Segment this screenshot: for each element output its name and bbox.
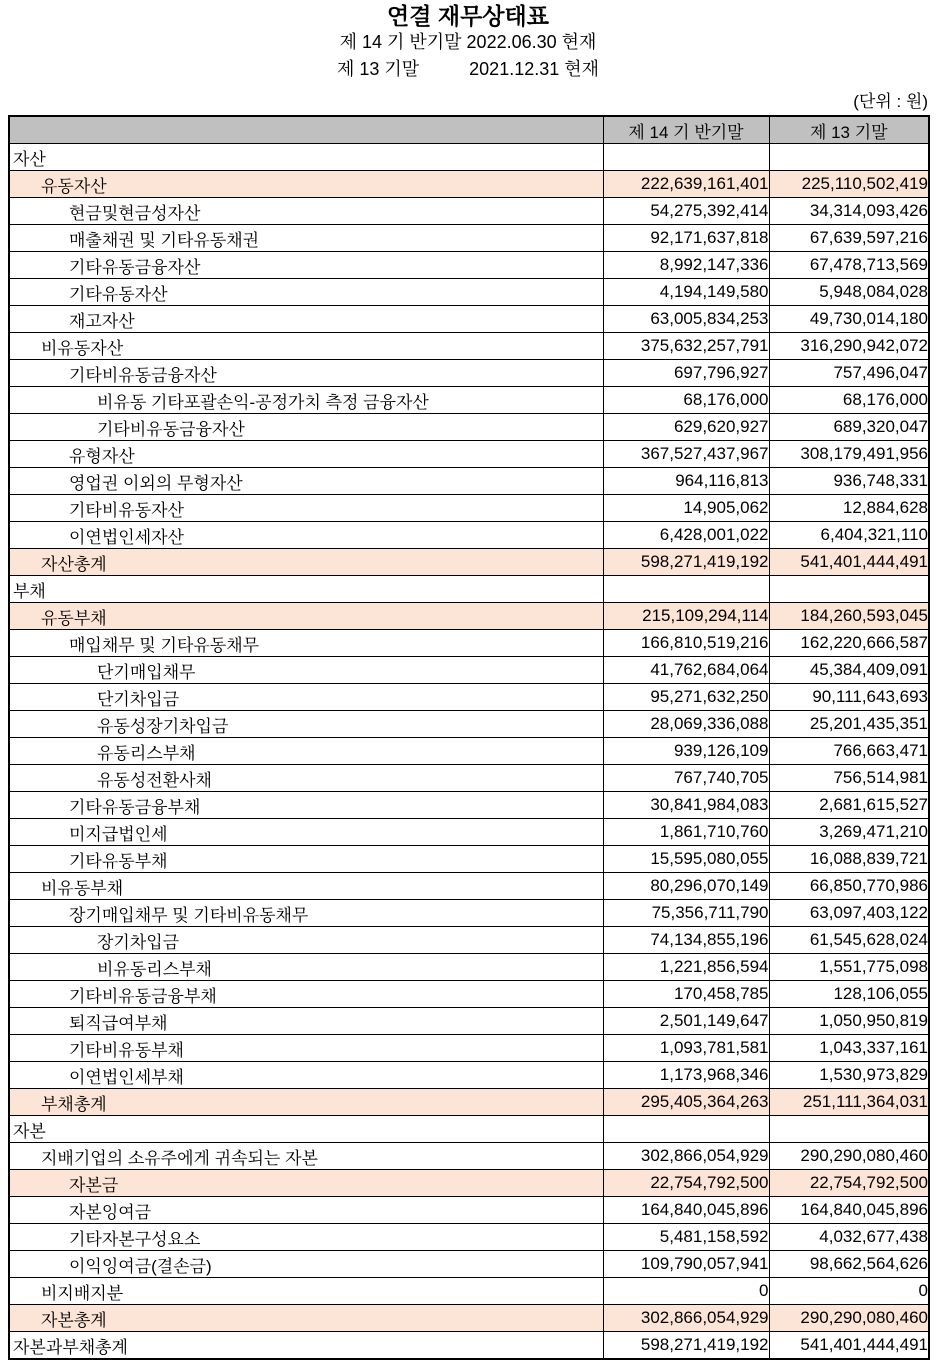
- account-label: 비유동 기타포괄손익-공정가치 측정 금융자산: [9, 387, 603, 414]
- current-period-value: 964,116,813: [603, 468, 769, 495]
- current-period-value: 14,905,062: [603, 495, 769, 522]
- account-label: 유동성전환사채: [9, 765, 603, 792]
- account-label: 비유동리스부채: [9, 954, 603, 981]
- current-period-value: 95,271,632,250: [603, 684, 769, 711]
- table-row: [9, 711, 929, 738]
- table-row: [9, 603, 929, 630]
- account-label: 기타비유동금융자산: [9, 414, 603, 441]
- page-title: 연결 재무상태표: [387, 3, 549, 29]
- current-period-value: 697,796,927: [603, 360, 769, 387]
- prior-period-value: 184,260,593,045: [769, 603, 929, 630]
- prior-period-value: [769, 576, 929, 603]
- prior-period-value: 61,545,628,024: [769, 927, 929, 954]
- prior-period-value: 308,179,491,956: [769, 441, 929, 468]
- prior-period-value: 936,748,331: [769, 468, 929, 495]
- prior-period-value: 67,639,597,216: [769, 225, 929, 252]
- prior-period-value: 68,176,000: [769, 387, 929, 414]
- account-label: 유동자산: [9, 171, 603, 198]
- current-period-value: 302,866,054,929: [603, 1143, 769, 1170]
- prior-period-value: 1,043,337,161: [769, 1035, 929, 1062]
- table-row: [9, 279, 929, 306]
- table-row: [9, 954, 929, 981]
- current-period-value: 109,790,057,941: [603, 1251, 769, 1278]
- current-period-value: 75,356,711,790: [603, 900, 769, 927]
- account-label: 기타비유동금융자산: [9, 360, 603, 387]
- current-period-value: 63,005,834,253: [603, 306, 769, 333]
- table-row: [9, 171, 929, 198]
- table-row: [9, 819, 929, 846]
- account-label: 단기차입금: [9, 684, 603, 711]
- table-row: [9, 1251, 929, 1278]
- prior-period-value: 16,088,839,721: [769, 846, 929, 873]
- current-period-value: 222,639,161,401: [603, 171, 769, 198]
- account-label: 재고자산: [9, 306, 603, 333]
- current-period-value: 598,271,419,192: [603, 549, 769, 576]
- table-row: [9, 846, 929, 873]
- current-period-value: [603, 144, 769, 171]
- current-period-value: 164,840,045,896: [603, 1197, 769, 1224]
- table-row: [9, 495, 929, 522]
- table-row: [9, 981, 929, 1008]
- account-label: 유동성장기차입금: [9, 711, 603, 738]
- prior-period-value: 22,754,792,500: [769, 1170, 929, 1197]
- table-row: [9, 657, 929, 684]
- prior-period-value: 541,401,444,491: [769, 1332, 929, 1360]
- account-label: 유형자산: [9, 441, 603, 468]
- current-period-value: 2,501,149,647: [603, 1008, 769, 1035]
- prior-period-value: 251,111,364,031: [769, 1089, 929, 1116]
- prior-period-value: 90,111,643,693: [769, 684, 929, 711]
- table-row: [9, 576, 929, 603]
- prior-period-value: 49,730,014,180: [769, 306, 929, 333]
- current-period-value: 939,126,109: [603, 738, 769, 765]
- prior-period-value: 225,110,502,419: [769, 171, 929, 198]
- prior-period-value: 162,220,666,587: [769, 630, 929, 657]
- table-row: [9, 144, 929, 171]
- account-label: 영업권 이외의 무형자산: [9, 468, 603, 495]
- table-row: [9, 522, 929, 549]
- current-period-value: 598,271,419,192: [603, 1332, 769, 1360]
- prior-period-value: 25,201,435,351: [769, 711, 929, 738]
- account-label: 기타비유동자산: [9, 495, 603, 522]
- prior-period-value: 63,097,403,122: [769, 900, 929, 927]
- table-row: [9, 1197, 929, 1224]
- account-label: 비유동자산: [9, 333, 603, 360]
- current-period-value: [603, 576, 769, 603]
- account-label: 자산: [9, 144, 603, 171]
- prior-period-value: 0: [769, 1278, 929, 1305]
- prior-period-value: 5,948,084,028: [769, 279, 929, 306]
- table-row: [9, 1170, 929, 1197]
- table-row: [9, 1035, 929, 1062]
- table-row: [9, 792, 929, 819]
- current-period-value: 295,405,364,263: [603, 1089, 769, 1116]
- current-period-value: 15,595,080,055: [603, 846, 769, 873]
- account-label: 기타자본구성요소: [9, 1224, 603, 1251]
- prior-period-value: 541,401,444,491: [769, 549, 929, 576]
- prior-period-value: 757,496,047: [769, 360, 929, 387]
- current-period-value: 170,458,785: [603, 981, 769, 1008]
- current-period-value: 22,754,792,500: [603, 1170, 769, 1197]
- account-label: 기타비유동금융부채: [9, 981, 603, 1008]
- table-row: [9, 306, 929, 333]
- table-row: [9, 1143, 929, 1170]
- account-label: 장기매입채무 및 기타비유동채무: [9, 900, 603, 927]
- table-row: [9, 684, 929, 711]
- prior-period-value: 6,404,321,110: [769, 522, 929, 549]
- account-label: 미지급법인세: [9, 819, 603, 846]
- account-label: 자본금: [9, 1170, 603, 1197]
- current-period-value: 767,740,705: [603, 765, 769, 792]
- account-label: 비지배지분: [9, 1278, 603, 1305]
- account-label: 자본총계: [9, 1305, 603, 1332]
- prior-period-value: 1,530,973,829: [769, 1062, 929, 1089]
- table-row: [9, 1305, 929, 1332]
- current-period-value: 68,176,000: [603, 387, 769, 414]
- current-period-value: 166,810,519,216: [603, 630, 769, 657]
- table-row: [9, 333, 929, 360]
- account-label: 기타유동금융부채: [9, 792, 603, 819]
- prior-period-value: 34,314,093,426: [769, 198, 929, 225]
- account-label: 자산총계: [9, 549, 603, 576]
- prior-period-value: 67,478,713,569: [769, 252, 929, 279]
- account-label: 유동리스부채: [9, 738, 603, 765]
- current-period-value: 6,428,001,022: [603, 522, 769, 549]
- table-row: [9, 765, 929, 792]
- current-period-value: 0: [603, 1278, 769, 1305]
- account-label: 단기매입채무: [9, 657, 603, 684]
- balance-sheet-table: [8, 115, 930, 1360]
- prior-period-value: 756,514,981: [769, 765, 929, 792]
- current-period-value: 302,866,054,929: [603, 1305, 769, 1332]
- unit-note: (단위 : 원): [853, 92, 928, 111]
- account-label: 기타유동부채: [9, 846, 603, 873]
- prior-period-value: [769, 144, 929, 171]
- table-row: [9, 225, 929, 252]
- prior-period-value: 290,290,080,460: [769, 1305, 929, 1332]
- account-label: 이연법인세부채: [9, 1062, 603, 1089]
- account-label: 부채총계: [9, 1089, 603, 1116]
- current-period-value: 1,221,856,594: [603, 954, 769, 981]
- table-row: [9, 414, 929, 441]
- table-row: [9, 873, 929, 900]
- account-label: 자본과부채총계: [9, 1332, 603, 1360]
- prior-period-value: [769, 1116, 929, 1143]
- prior-period-value: 66,850,770,986: [769, 873, 929, 900]
- table-header-row: [9, 116, 929, 144]
- current-period-value: 28,069,336,088: [603, 711, 769, 738]
- current-period-value: 92,171,637,818: [603, 225, 769, 252]
- current-period-value: 1,093,781,581: [603, 1035, 769, 1062]
- prior-period-value: 766,663,471: [769, 738, 929, 765]
- prior-period-value: 1,050,950,819: [769, 1008, 929, 1035]
- prior-period-value: 4,032,677,438: [769, 1224, 929, 1251]
- current-period-value: 8,992,147,336: [603, 252, 769, 279]
- current-period-value: 41,762,684,064: [603, 657, 769, 684]
- prior-period-value: 689,320,047: [769, 414, 929, 441]
- current-period-value: 367,527,437,967: [603, 441, 769, 468]
- current-period-value: 30,841,984,083: [603, 792, 769, 819]
- prior-period-value: 12,884,628: [769, 495, 929, 522]
- account-label: 기타유동금융자산: [9, 252, 603, 279]
- prior-period-value: 316,290,942,072: [769, 333, 929, 360]
- prior-period-value: 164,840,045,896: [769, 1197, 929, 1224]
- table-row: [9, 198, 929, 225]
- table-row: [9, 441, 929, 468]
- current-period-value: 4,194,149,580: [603, 279, 769, 306]
- period-line-prior: 제 13 기말 2021.12.31 현재: [336, 59, 600, 79]
- current-period-value: 80,296,070,149: [603, 873, 769, 900]
- prior-period-value: 45,384,409,091: [769, 657, 929, 684]
- table-row: [9, 1062, 929, 1089]
- table-row: [9, 738, 929, 765]
- account-label: 부채: [9, 576, 603, 603]
- table-row: [9, 1224, 929, 1251]
- account-label: 매출채권 및 기타유동채권: [9, 225, 603, 252]
- current-period-value: [603, 1116, 769, 1143]
- current-period-value: 54,275,392,414: [603, 198, 769, 225]
- prior-period-value: 290,290,080,460: [769, 1143, 929, 1170]
- current-period-value: 74,134,855,196: [603, 927, 769, 954]
- table-row: [9, 252, 929, 279]
- account-label: 현금및현금성자산: [9, 198, 603, 225]
- account-label: 기타비유동부채: [9, 1035, 603, 1062]
- account-label: 장기차입금: [9, 927, 603, 954]
- table-row: [9, 927, 929, 954]
- table-row: [9, 468, 929, 495]
- table-row: [9, 387, 929, 414]
- table-row: [9, 630, 929, 657]
- table-row: [9, 1008, 929, 1035]
- table-row: [9, 549, 929, 576]
- current-period-value: 375,632,257,791: [603, 333, 769, 360]
- current-period-value: 1,173,968,346: [603, 1062, 769, 1089]
- header-account-column: [9, 116, 603, 144]
- account-label: 지배기업의 소유주에게 귀속되는 자본: [9, 1143, 603, 1170]
- table-row: [9, 1089, 929, 1116]
- prior-period-value: 3,269,471,210: [769, 819, 929, 846]
- account-label: 이익잉여금(결손금): [9, 1251, 603, 1278]
- table-row: [9, 1332, 929, 1360]
- table-row: [9, 1278, 929, 1305]
- header-current-period: 제 14 기 반기말: [603, 116, 769, 144]
- current-period-value: 629,620,927: [603, 414, 769, 441]
- period-line-current: 제 14 기 반기말 2022.06.30 현재: [339, 32, 597, 52]
- prior-period-value: 2,681,615,527: [769, 792, 929, 819]
- prior-period-value: 98,662,564,626: [769, 1251, 929, 1278]
- current-period-value: 1,861,710,760: [603, 819, 769, 846]
- prior-period-value: 1,551,775,098: [769, 954, 929, 981]
- current-period-value: 215,109,294,114: [603, 603, 769, 630]
- table-row: [9, 1116, 929, 1143]
- prior-period-value: 128,106,055: [769, 981, 929, 1008]
- account-label: 자본: [9, 1116, 603, 1143]
- current-period-value: 5,481,158,592: [603, 1224, 769, 1251]
- header-prior-period: 제 13 기말: [769, 116, 929, 144]
- account-label: 자본잉여금: [9, 1197, 603, 1224]
- account-label: 기타유동자산: [9, 279, 603, 306]
- account-label: 매입채무 및 기타유동채무: [9, 630, 603, 657]
- table-row: [9, 900, 929, 927]
- account-label: 비유동부채: [9, 873, 603, 900]
- account-label: 퇴직급여부채: [9, 1008, 603, 1035]
- table-row: [9, 360, 929, 387]
- account-label: 유동부채: [9, 603, 603, 630]
- account-label: 이연법인세자산: [9, 522, 603, 549]
